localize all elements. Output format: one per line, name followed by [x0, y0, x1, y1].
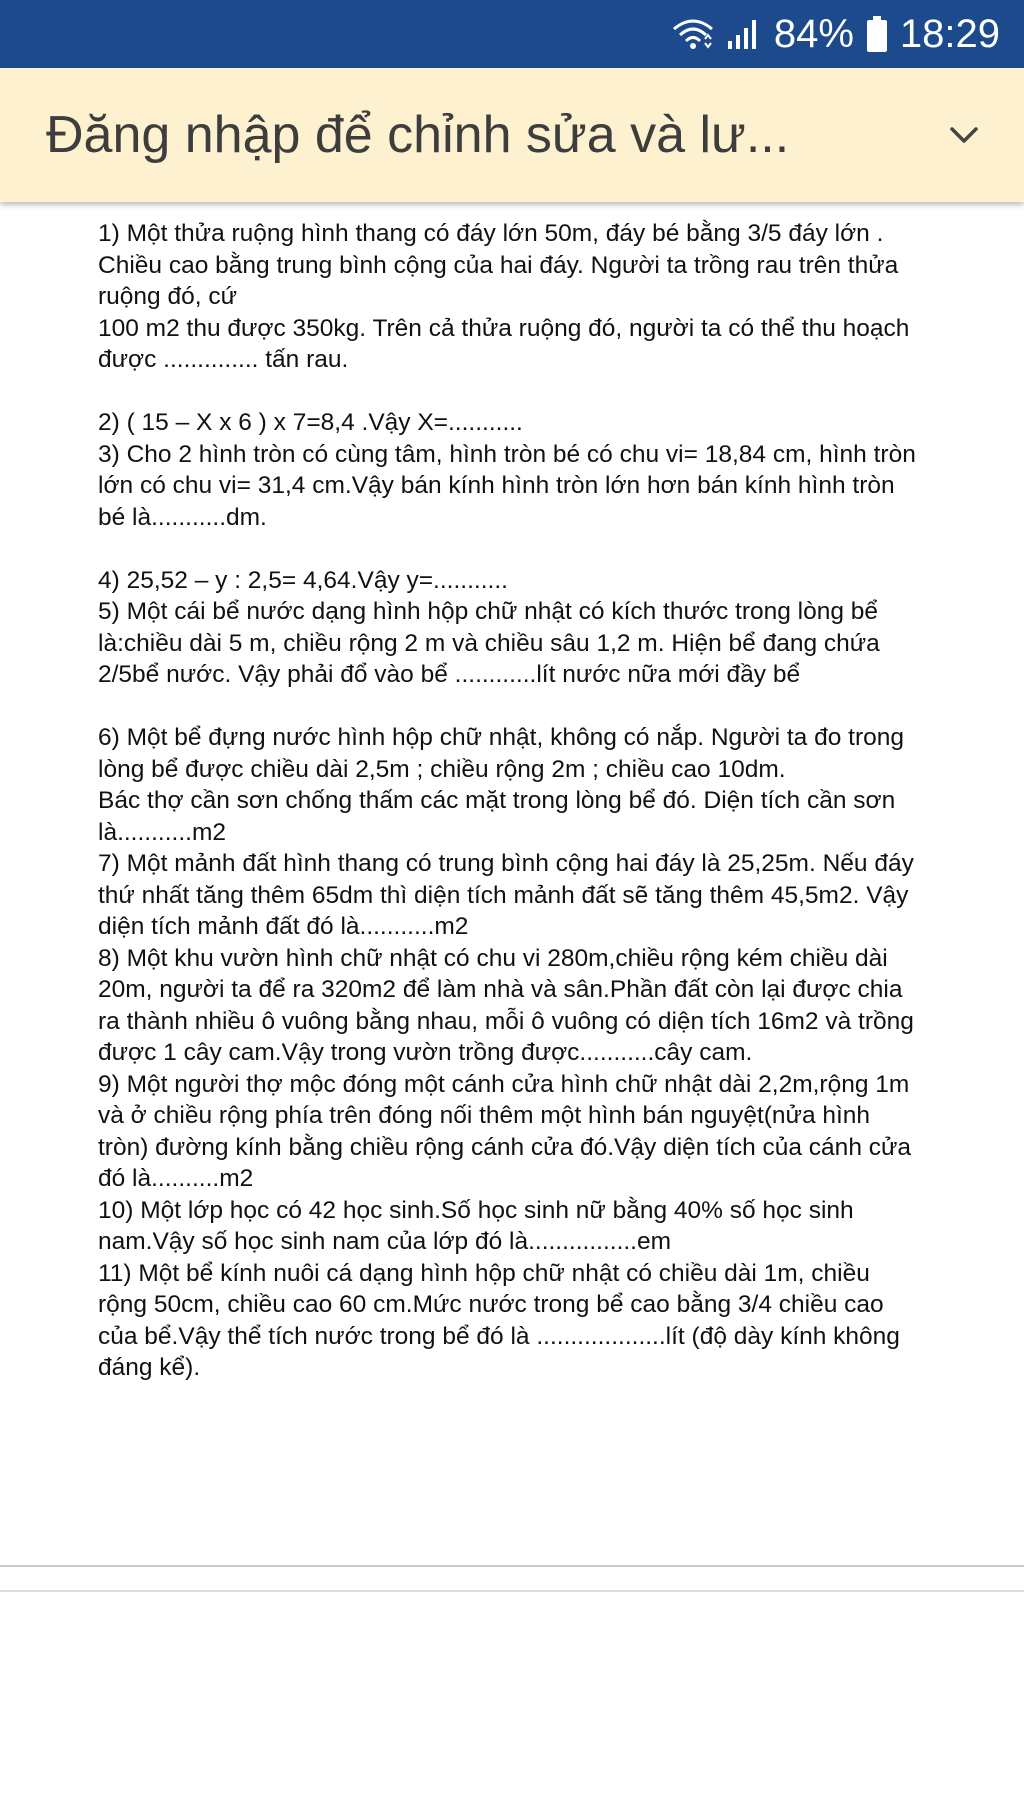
document-line: 7) Một mảnh đất hình thang có trung bình cộng hai đáy là 25,25m. Nếu đáy	[98, 850, 914, 877]
document-line: thứ nhất tăng thêm 65dm thì diện tích mảnh đất sẽ tăng thêm 45,5m2. Vậy	[98, 881, 909, 909]
wifi-icon	[672, 17, 714, 51]
document-line: lớn có chu vi= 31,4 cm.Vậy bán kính hình tròn lớn hơn bán kính hình tròn	[98, 472, 895, 499]
login-banner[interactable]	[0, 68, 1024, 202]
document-line: 8) Một khu vườn hình chữ nhật có chu vi 280m,chiều rộng kém chiều dài	[98, 944, 888, 972]
divider	[0, 1590, 1024, 1592]
document-line: Chiều cao bằng trung bình cộng của hai đáy. Người ta trồng rau trên thửa	[98, 251, 899, 279]
document-line: 2) ( 15 – X x 6 ) x 7=8,4 .Vậy X=...........	[98, 409, 523, 436]
document-line: ra thành nhiều ô vuông bằng nhau, mỗi ô vuông có diện tích 16m2 và trồng	[98, 1007, 914, 1035]
document-line: 11) Một bể kính nuôi cá dạng hình hộp chữ nhật có chiều dài 1m, chiều	[98, 1259, 870, 1287]
document-line: 1) Một thửa ruộng hình thang có đáy lớn 50m, đáy bé bằng 3/5 đáy lớn .	[98, 220, 884, 247]
document-line: 4) 25,52 – y : 2,5= 4,64.Vậy y=...........	[98, 566, 508, 594]
document-line: 20m, người ta để ra 320m2 để làm nhà và sân.Phần đất còn lại được chia	[98, 976, 903, 1003]
document-line: được 1 cây cam.Vậy trong vườn trồng được...........cây cam.	[98, 1039, 753, 1066]
document-line: rộng 50cm, chiều cao 60 cm.Mức nước trong bể cao bằng 3/4 chiều cao	[98, 1291, 884, 1318]
divider	[0, 1565, 1024, 1567]
document-line: 3) Cho 2 hình tròn có cùng tâm, hình tròn bé có chu vi= 18,84 cm, hình tròn	[98, 440, 916, 468]
document-line: 5) Một cái bể nước dạng hình hộp chữ nhật có kích thước trong lòng bể	[98, 598, 879, 625]
document-line: 9) Một người thợ mộc đóng một cánh cửa hình chữ nhật dài 2,2m,rộng 1m	[98, 1070, 910, 1098]
document-line: đó là..........m2	[98, 1165, 254, 1192]
banner-title: Đăng nhập để chỉnh sửa và lư...	[46, 106, 790, 164]
clock: 18:29	[899, 11, 1000, 56]
blank-line	[98, 533, 1018, 565]
document-line: tròn) đường kính bằng chiều rộng cánh cửa đó.Vậy diện tích của cánh cửa	[98, 1133, 912, 1161]
status-bar	[0, 0, 1024, 68]
blank-line	[98, 691, 1018, 723]
document-line: 100 m2 thu được 350kg. Trên cả thửa ruộng đó, người ta có thể thu hoạch	[98, 314, 910, 342]
document-line: diện tích mảnh đất đó là...........m2	[98, 913, 469, 940]
document-line: 6) Một bể đựng nước hình hộp chữ nhật, không có nắp. Người ta đo trong	[98, 724, 904, 751]
document-line: Bác thợ cần sơn chống thấm các mặt trong lòng bể đó. Diện tích cần sơn	[98, 787, 896, 814]
document-line: ruộng đó, cứ	[98, 283, 237, 310]
signal-icon	[726, 17, 762, 51]
document-content	[98, 218, 1018, 1384]
document-line: 2/5bể nước. Vậy phải đổ vào bể ............lít nước nữa mới đầy bể	[98, 661, 801, 688]
document-line: của bể.Vậy thể tích nước trong bể đó là ...................lít (độ dày kính không	[98, 1322, 900, 1350]
document-line: 10) Một lớp học có 42 học sinh.Số học sinh nữ bằng 40% số học sinh	[98, 1196, 854, 1224]
document-line: là...........m2	[98, 818, 226, 846]
document-line: là:chiều dài 5 m, chiều rộng 2 m và chiều sâu 1,2 m. Hiện bể đang chứa	[98, 629, 880, 657]
document-line: được .............. tấn rau.	[98, 346, 349, 373]
document-line: đáng kể).	[98, 1354, 201, 1381]
battery-icon	[866, 15, 888, 53]
document-line: lòng bể được chiều dài 2,5m ; chiều rộng 2m ; chiều cao 10dm.	[98, 755, 786, 783]
battery-percent: 84%	[773, 11, 854, 56]
document-line: nam.Vậy số học sinh nam của lớp đó là................em	[98, 1228, 672, 1255]
chevron-down-icon[interactable]	[944, 115, 984, 155]
document-line: bé là...........dm.	[98, 503, 267, 531]
blank-line	[98, 376, 1018, 408]
document-line: và ở chiều rộng phía trên đóng nối thêm một hình bán nguyệt(nửa hình	[98, 1102, 871, 1129]
